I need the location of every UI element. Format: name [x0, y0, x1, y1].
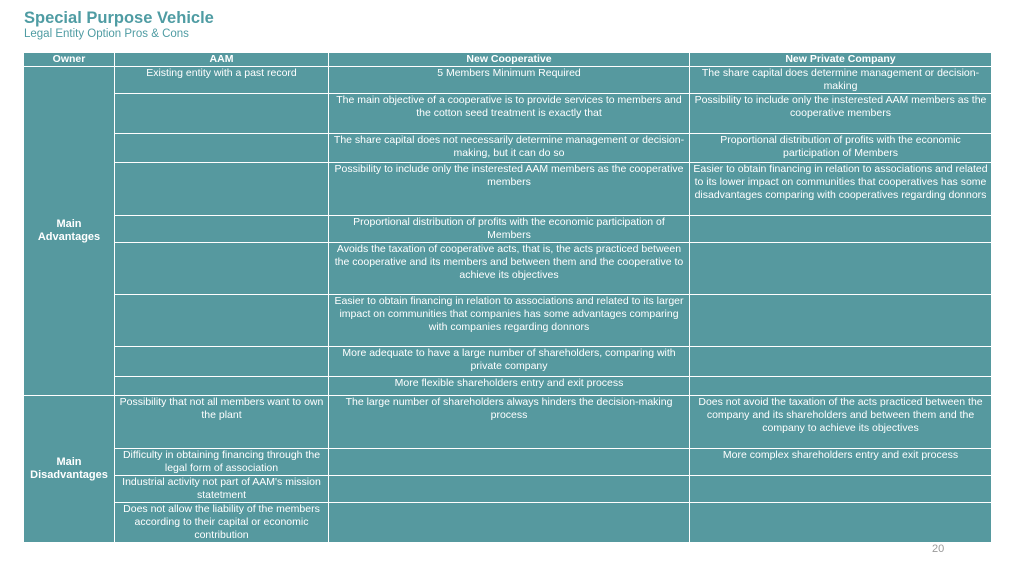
table-cell — [115, 295, 329, 347]
table-cell — [690, 243, 992, 295]
table-row — [24, 216, 992, 243]
header-new-cooperative: New Cooperative — [329, 53, 690, 67]
table-row — [24, 67, 992, 94]
table-cell — [115, 94, 329, 134]
table-row — [24, 476, 992, 503]
table-row — [24, 377, 992, 396]
table-cell: More complex shareholders entry and exit process — [690, 449, 992, 476]
header-aam: AAM — [115, 53, 329, 67]
table-cell — [690, 377, 992, 396]
table-cell — [690, 476, 992, 503]
slide-title: Special Purpose Vehicle — [24, 9, 214, 27]
table-row — [24, 295, 992, 347]
table-cell — [115, 163, 329, 216]
table-cell — [329, 503, 690, 543]
table-cell — [690, 503, 992, 543]
disadvantages-label-text: Main Disadvantages — [30, 456, 108, 481]
table-cell: The share capital does not necessarily determine management or decision-making, but it can do so — [329, 134, 690, 163]
header-new-private-company: New Private Company — [690, 53, 992, 67]
table-cell — [329, 476, 690, 503]
table-cell: More flexible shareholders entry and exit process — [329, 377, 690, 396]
table-cell: The main objective of a cooperative is to provide services to members and the cotton seed treatment is exactly that — [329, 94, 690, 134]
table-cell: More adequate to have a large number of shareholders, comparing with private company — [329, 347, 690, 377]
table-cell — [115, 216, 329, 243]
table-cell — [690, 347, 992, 377]
table-cell: Possibility that not all members want to own the plant — [115, 396, 329, 449]
table-row — [24, 503, 992, 543]
table-cell — [115, 134, 329, 163]
page-number: 20 — [932, 543, 945, 555]
table-row — [24, 449, 992, 476]
table-cell — [115, 243, 329, 295]
slide-subtitle: Legal Entity Option Pros & Cons — [24, 28, 189, 40]
table-cell: Industrial activity not part of AAM's mission statetment — [115, 476, 329, 503]
table-cell: The share capital does determine management or decision-making — [690, 67, 992, 94]
table-row — [24, 243, 992, 295]
table-cell: Possibility to include only the insterested AAM members as the cooperative members — [329, 163, 690, 216]
table-cell: Proportional distribution of profits with the economic participation of Members — [690, 134, 992, 163]
table-cell: Existing entity with a past record — [115, 67, 329, 94]
table-row — [24, 134, 992, 163]
table-row — [24, 347, 992, 377]
table-row — [24, 396, 992, 449]
table-cell — [690, 216, 992, 243]
table-cell: The large number of shareholders always hinders the decision-making process — [329, 396, 690, 449]
pros-cons-table — [23, 52, 992, 543]
table-cell: Proportional distribution of profits with the economic participation of Members — [329, 216, 690, 243]
advantages-label — [24, 67, 115, 396]
table-cell: Easier to obtain financing in relation to associations and related to its lower impact on communities that cooperatives has some disadvantages comparing with cooperatives regarding donnors — [690, 163, 992, 216]
table-cell: Does not allow the liability of the members according to their capital or economic contribution — [115, 503, 329, 543]
table-row — [24, 94, 992, 134]
table-cell: Avoids the taxation of cooperative acts, that is, the acts practiced between the cooperative and its members and between them and the cooperative to achieve its objectives — [329, 243, 690, 295]
table-cell: Difficulty in obtaining financing through the legal form of association — [115, 449, 329, 476]
table-cell — [115, 377, 329, 396]
table-cell: 5 Members Minimum Required — [329, 67, 690, 94]
table-cell: Does not avoid the taxation of the acts practiced between the company and its shareholders and between them and the company to achieve its objectives — [690, 396, 992, 449]
table-row — [24, 163, 992, 216]
advantages-label-text: Main Advantages — [37, 218, 101, 243]
table-cell: Easier to obtain financing in relation to associations and related to its larger impact on communities that companies has some advantages comparing with companies regarding donnors — [329, 295, 690, 347]
table-cell — [115, 347, 329, 377]
table-cell — [690, 295, 992, 347]
header-owner: Owner — [24, 53, 115, 67]
header-row — [24, 53, 992, 67]
disadvantages-label — [24, 396, 115, 543]
table-cell — [329, 449, 690, 476]
table-cell: Possibility to include only the insterested AAM members as the cooperative members — [690, 94, 992, 134]
